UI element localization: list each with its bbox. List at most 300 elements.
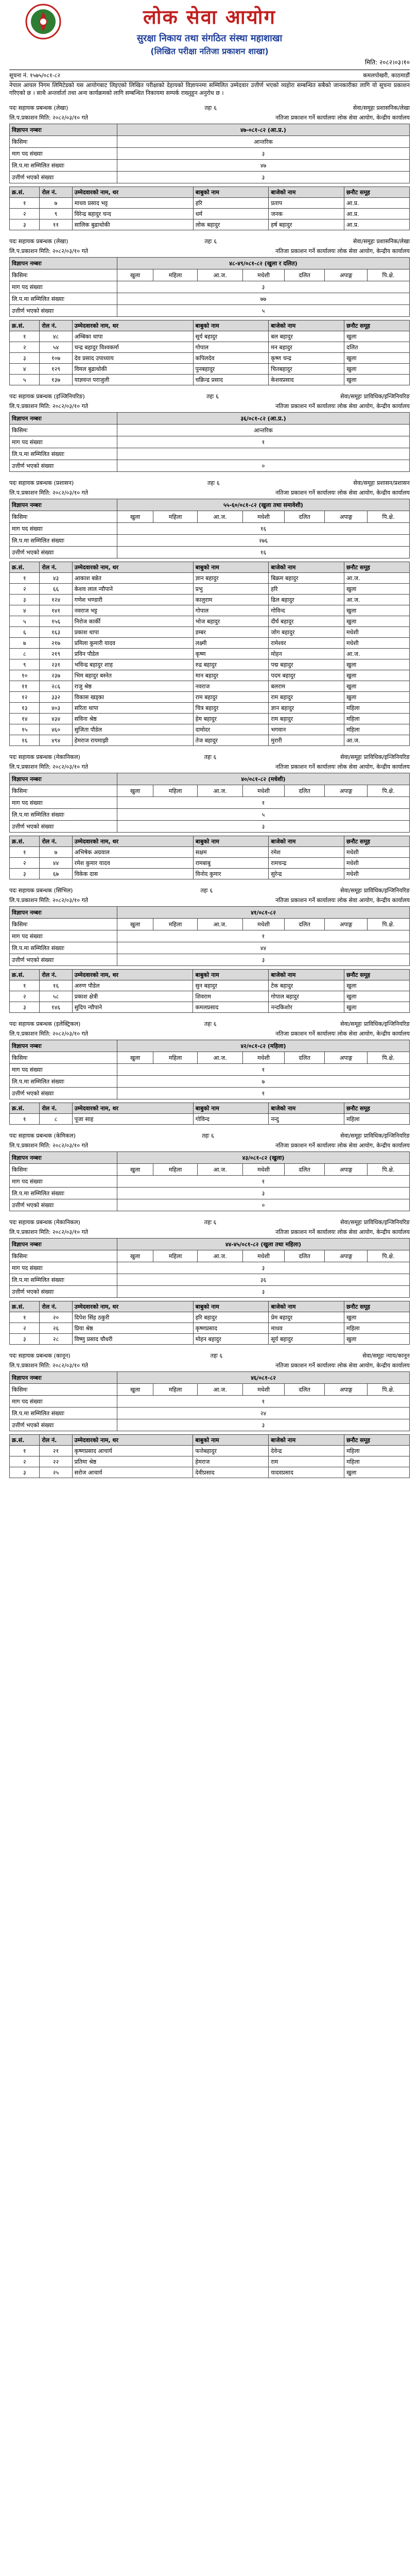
summary-row <box>10 547 410 558</box>
candidate-row <box>10 342 410 353</box>
column-header: बाजेको नाम <box>269 1301 344 1312</box>
post-service: सेवा/समूहः प्राविधिक/इन्जिनियरिङ <box>340 1021 410 1027</box>
candidate-cell: हर्ष बहादुर <box>269 219 344 230</box>
candidate-cell: २१७ <box>40 638 72 649</box>
summary-row <box>10 269 410 281</box>
candidate-cell: २३१ <box>40 659 72 670</box>
column-header: छनौट समूह <box>344 970 410 980</box>
appeared-value: ३६ <box>117 1274 410 1286</box>
appeared-value: ३ <box>117 1188 410 1199</box>
candidate-cell: २१९ <box>40 649 72 659</box>
candidate-row <box>10 1002 410 1013</box>
candidate-cell: २ <box>10 991 40 1002</box>
post-name: पदः सहायक प्रबन्धक (प्रशासन) <box>9 480 74 486</box>
quota-header: आ.ज. <box>198 919 243 930</box>
candidate-cell: ७ <box>40 847 72 858</box>
summary-row <box>10 523 410 535</box>
post-line <box>9 1020 410 1028</box>
quota-header: दलित <box>285 511 325 523</box>
candidate-cell: गोविन्द <box>193 1114 269 1125</box>
post-name: पदः सहायक प्रबन्धक (सिभिल) <box>9 887 73 894</box>
post-level: तहः ६ <box>206 393 219 400</box>
candidate-cell: भगवान <box>269 724 344 735</box>
summary-row <box>10 785 410 797</box>
candidate-cell: ९ <box>40 209 72 219</box>
result-section <box>9 753 410 879</box>
post-level: तहः ६ <box>204 238 217 245</box>
quota-header: महिला <box>153 1164 198 1176</box>
summary-row <box>10 258 410 269</box>
adv-value: ३६/०८१-८२ (आ.प्र.) <box>117 413 410 425</box>
candidate-cell: माधव <box>269 1323 344 1334</box>
candidate-cell: मधेशी <box>344 847 410 858</box>
candidate-cell: कमलप्रसाद <box>193 1002 269 1013</box>
publish-office: नतिजा प्रकाशन गर्ने कार्यालयः लोक सेवा आयोग, केन्द्रीय कार्यालय <box>275 489 410 496</box>
column-header: छनौट समूह <box>344 1435 410 1446</box>
column-header: क्र.सं. <box>10 1435 40 1446</box>
candidate-cell: प्रिया श्रेष्ठ <box>72 1323 193 1334</box>
summary-row <box>10 1064 410 1076</box>
adv-label: विज्ञापन नम्बरः <box>10 499 117 511</box>
adv-label: विज्ञापन नम्बरः <box>10 1239 117 1250</box>
publish-date: लि.प.प्रकाशन मिति: २०८२/०३/१० गते <box>9 897 89 904</box>
column-header: बाबुको नाम <box>193 562 269 573</box>
quota-header: आ.ज. <box>198 1384 243 1396</box>
candidate-cell: राम बहादुर <box>269 714 344 724</box>
candidate-row <box>10 670 410 681</box>
candidate-cell: पद्म बहादुर <box>269 659 344 670</box>
candidate-cell: अरुण पौडेल <box>72 980 193 991</box>
candidate-cell: ८ <box>40 1114 72 1125</box>
candidate-table <box>9 1434 410 1478</box>
candidate-cell: ९ <box>10 659 40 670</box>
column-header: रोल नं. <box>40 1103 72 1114</box>
adv-value: ४१/०८१-८२ <box>117 907 410 919</box>
candidate-row <box>10 638 410 649</box>
candidate-cell: भविन्द्र बहादुर शाह <box>72 659 193 670</box>
candidate-cell: दीर्घ बहादुर <box>269 616 344 627</box>
candidate-cell: सुजिता पौडेल <box>72 724 193 735</box>
candidate-row <box>10 714 410 724</box>
candidate-cell: देवीप्रसाद <box>193 1467 269 1478</box>
candidate-cell: रामेश्वर <box>269 638 344 649</box>
candidate-table <box>9 1103 410 1125</box>
candidate-row <box>10 858 410 869</box>
candidate-cell: निरोज कार्की <box>72 616 193 627</box>
publish-date: लि.प.प्रकाशन मिति: २०८२/०३/१० गते <box>9 1229 89 1235</box>
date-line <box>9 1142 410 1149</box>
candidate-cell: हरि <box>269 584 344 595</box>
post-line <box>9 1218 410 1226</box>
candidate-row <box>10 1114 410 1125</box>
candidate-cell: ४६० <box>40 724 72 735</box>
summary-row <box>10 1052 410 1064</box>
candidate-cell: १६३ <box>40 627 72 638</box>
type-label: किसिमः <box>10 919 117 930</box>
summary-row <box>10 172 410 183</box>
quota-header: पि.क्षे. <box>368 919 410 930</box>
seats-label: माग पद संख्याः <box>10 1396 117 1408</box>
meta-row <box>9 70 410 81</box>
summary-row <box>10 1239 410 1250</box>
post-name: पदः सहायक प्रबन्धक (इलेक्ट्रिकल) <box>9 1021 81 1027</box>
post-line <box>9 104 410 112</box>
candidate-table <box>9 187 410 230</box>
candidate-row <box>10 991 410 1002</box>
appeared-label: लि.प.मा सम्मिलित संख्याः <box>10 160 117 172</box>
candidate-cell: ११ <box>40 219 72 230</box>
post-service: सेवा/समूहः प्राविधिक/इन्जिनियरिङ <box>340 887 410 894</box>
candidate-row <box>10 364 410 375</box>
candidate-cell: बिक्रम बहादुर <box>269 573 344 584</box>
quota-header: मधेशी <box>242 1052 284 1064</box>
column-header: उम्मेदवारको नाम, थर <box>72 1435 193 1446</box>
quota-header: अपाङ्ग <box>325 1250 368 1262</box>
candidate-cell: खुला <box>344 659 409 670</box>
candidate-cell: केशव लाल न्यौपाने <box>72 584 193 595</box>
candidate-table <box>9 836 410 879</box>
column-header: बाजेको नाम <box>269 1435 344 1446</box>
summary-row <box>10 1076 410 1088</box>
candidate-cell: ४८ <box>40 331 72 342</box>
candidate-cell: चन्द्र बहादुर विश्वकर्मा <box>72 342 193 353</box>
appeared-value: ५ <box>117 809 410 821</box>
candidate-row <box>10 659 410 670</box>
type-label: किसिमः <box>10 1384 117 1396</box>
quota-header: महिला <box>153 785 198 797</box>
candidate-row <box>10 353 410 364</box>
seats-value: १ <box>117 797 410 809</box>
column-header: रोल नं. <box>40 836 72 847</box>
candidate-cell: १ <box>10 331 40 342</box>
quota-header: दलित <box>285 785 325 797</box>
summary-row <box>10 1286 410 1298</box>
column-header: छनौट समूह <box>344 320 410 331</box>
result-section <box>9 1218 410 1345</box>
candidate-row <box>10 1446 410 1456</box>
summary-row <box>10 1152 410 1164</box>
type-label: किसिमः <box>10 425 117 436</box>
candidate-cell: १ <box>10 1312 40 1323</box>
date-line: मिति: २०८२।०३।१० <box>364 59 410 66</box>
publish-office: नतिजा प्रकाशन गर्ने कार्यालयः लोक सेवा आयोग, केन्द्रीय कार्यालय <box>275 1142 410 1149</box>
publish-date: लि.प.प्रकाशन मिति: २०८२/०३/१० गते <box>9 1030 89 1037</box>
candidate-row <box>10 375 410 385</box>
header <box>9 0 410 77</box>
appeared-value: २७६ <box>117 535 410 547</box>
quota-header: महिला <box>153 269 198 281</box>
date-line <box>9 402 410 410</box>
candidate-header <box>10 836 410 847</box>
date-line <box>9 489 410 497</box>
adv-label: विज्ञापन नम्बरः <box>10 413 117 425</box>
candidate-cell: रमेश <box>269 847 344 858</box>
quota-header: अपाङ्ग <box>325 511 368 523</box>
candidate-cell: ३ <box>10 869 40 879</box>
passed-value: १ <box>117 1088 410 1099</box>
candidate-cell: केशवप्रसाद <box>269 375 344 385</box>
date-line <box>9 1030 410 1038</box>
candidate-cell: लक्ष्मी <box>193 638 269 649</box>
candidate-cell: महिला <box>344 1323 410 1334</box>
candidate-cell: २ <box>10 858 40 869</box>
column-header: छनौट समूह <box>344 1103 409 1114</box>
candidate-cell: १०७ <box>40 353 72 364</box>
quota-header: आ.ज. <box>198 1250 243 1262</box>
summary-row <box>10 436 410 448</box>
candidate-cell: दामोदर <box>193 724 269 735</box>
candidate-cell: १४६ <box>40 1002 72 1013</box>
post-name: पदः सहायक प्रबन्धक (लेखा) <box>9 238 68 245</box>
column-header: छनौट समूह <box>344 836 410 847</box>
quota-header: पि.क्षे. <box>368 269 410 281</box>
candidate-cell: २८ <box>40 1334 72 1345</box>
appeared-label: लि.प.मा सम्मिलित संख्याः <box>10 1188 117 1199</box>
candidate-header <box>10 320 410 331</box>
passed-label: उत्तीर्ण भएको संख्याः <box>10 1199 117 1211</box>
candidate-cell: भोज बहादुर <box>193 616 269 627</box>
candidate-table <box>9 562 410 746</box>
candidate-header <box>10 1435 410 1446</box>
candidate-cell: सुरेन्द्र <box>269 869 344 879</box>
candidate-header <box>10 187 410 198</box>
summary-row <box>10 773 410 785</box>
post-name: पदः सहायक प्रबन्धक (मेकानिकल) <box>9 1219 80 1226</box>
seats-value: १ <box>117 1396 410 1408</box>
quota-header: आ.ज. <box>198 511 243 523</box>
column-header: रोल नं. <box>40 970 72 980</box>
quota-header: मधेशी <box>242 511 284 523</box>
candidate-cell: हेमराज रायमाझी <box>72 735 193 746</box>
quota-header: अपाङ्ग <box>325 1384 368 1396</box>
type-label: किसिमः <box>10 785 117 797</box>
summary-row <box>10 460 410 472</box>
candidate-row <box>10 584 410 595</box>
seats-value: १ <box>117 930 410 942</box>
quota-header: खुला <box>117 1250 153 1262</box>
candidate-cell: ३ <box>10 1002 40 1013</box>
summary-row <box>10 448 410 460</box>
column-header: उम्मेदवारको नाम, थर <box>72 970 193 980</box>
column-header: बाजेको नाम <box>269 320 344 331</box>
candidate-cell: ८ <box>10 649 40 659</box>
candidate-cell: खुला <box>344 980 410 991</box>
candidate-cell: ३ <box>10 595 40 605</box>
quota-header: खुला <box>117 1052 153 1064</box>
publish-date: लि.प.प्रकाशन मिति: २०८२/०३/१० गते <box>9 248 89 255</box>
candidate-cell: खुला <box>344 1467 410 1478</box>
appeared-value: ७७ <box>117 293 410 305</box>
passed-label: उत्तीर्ण भएको संख्याः <box>10 954 117 966</box>
publish-date: लि.प.प्रकाशन मिति: २०८२/०३/१० गते <box>9 403 89 410</box>
passed-label: उत्तीर्ण भएको संख्याः <box>10 1286 117 1298</box>
appeared-label: लि.प.मा सम्मिलित संख्याः <box>10 535 117 547</box>
column-header: उम्मेदवारको नाम, थर <box>72 562 193 573</box>
candidate-row <box>10 681 410 692</box>
candidate-cell: भिम बहादुर बस्नेत <box>72 670 193 681</box>
candidate-cell: रुद्र बहादुर <box>193 659 269 670</box>
candidate-cell: राम <box>269 1456 344 1467</box>
candidate-cell: खुला <box>344 584 409 595</box>
candidate-cell: खुला <box>344 616 409 627</box>
column-header: उम्मेदवारको नाम, थर <box>72 320 193 331</box>
quota-header: मधेशी <box>242 785 284 797</box>
date-line <box>9 114 410 122</box>
candidate-cell: कपिलदेव <box>193 353 269 364</box>
candidate-cell: सुन बहादुर <box>193 980 269 991</box>
post-service: सेवा/समूहः प्रशासनिक/लेखा <box>353 105 410 111</box>
post-name: पदः सहायक प्रबन्धक (लेखा) <box>9 105 68 111</box>
column-header: क्र.सं. <box>10 970 40 980</box>
candidate-row <box>10 627 410 638</box>
candidate-cell: ५४ <box>40 342 72 353</box>
candidate-cell: ४९४ <box>40 735 72 746</box>
summary-table <box>9 499 410 558</box>
quota-header: मधेशी <box>242 1164 284 1176</box>
candidate-cell: अभिषेक अग्रवाल <box>72 847 193 858</box>
post-service: सेवा/समूहः प्राविधिक/इन्जिनियरिङ <box>340 1219 410 1226</box>
seats-value: १ <box>117 1064 410 1076</box>
date-line <box>9 1362 410 1369</box>
summary-row <box>10 1188 410 1199</box>
quota-header: आ.ज. <box>198 1052 243 1064</box>
passed-value: ३ <box>117 821 410 833</box>
seats-label: माग पद संख्याः <box>10 148 117 160</box>
result-section <box>9 887 410 1013</box>
candidate-cell: खुला <box>344 681 409 692</box>
candidate-cell: तेज बहादुर <box>193 735 269 746</box>
candidate-cell: ४ <box>10 364 40 375</box>
summary-row <box>10 1396 410 1408</box>
candidate-cell: सरोज आचार्य <box>72 1467 193 1478</box>
appeared-label: लि.प.मा सम्मिलित संख्याः <box>10 1076 117 1088</box>
column-header: रोल नं. <box>40 1301 72 1312</box>
post-level: तहः ६ <box>202 1132 214 1139</box>
candidate-cell: हेम बहादुर <box>193 714 269 724</box>
candidate-cell: १४१ <box>40 605 72 616</box>
candidate-cell: मधेशी <box>344 858 410 869</box>
candidate-cell: २ <box>10 1323 40 1334</box>
candidate-cell: १५६ <box>40 616 72 627</box>
type-label: किसिमः <box>10 1164 117 1176</box>
candidate-cell: २ <box>10 342 40 353</box>
candidate-cell: कृष्ण चन्द्र <box>269 353 344 364</box>
appeared-label: लि.प.मा सम्मिलित संख्याः <box>10 809 117 821</box>
summary-row <box>10 797 410 809</box>
candidate-cell: प्रतिमा श्रेष्ठ <box>72 1456 193 1467</box>
candidate-cell: १० <box>10 670 40 681</box>
candidate-row <box>10 869 410 879</box>
seats-label: माग पद संख्याः <box>10 436 117 448</box>
column-header: बाजेको नाम <box>269 970 344 980</box>
candidate-cell: राम बहादुर <box>269 692 344 703</box>
quota-header: मधेशी <box>242 1384 284 1396</box>
place: कमलपोखरी, काठमाडौं <box>363 72 410 79</box>
candidate-cell: गणेश भण्डारी <box>72 595 193 605</box>
seats-label: माग पद संख्याः <box>10 523 117 535</box>
seats-label: माग पद संख्याः <box>10 281 117 293</box>
date-line <box>9 896 410 904</box>
summary-table <box>9 1371 410 1431</box>
candidate-cell: खुला <box>344 375 410 385</box>
candidate-cell: राजु श्रेष्ठ <box>72 681 193 692</box>
candidate-cell: ३ <box>10 353 40 364</box>
quota-header: खुला <box>117 1164 153 1176</box>
candidate-header <box>10 970 410 980</box>
candidate-cell: ७ <box>40 198 72 209</box>
summary-row <box>10 136 410 148</box>
passed-label: उत्तीर्ण भएको संख्याः <box>10 821 117 833</box>
candidate-cell: आकाश बन्नेत <box>72 573 193 584</box>
adv-value: ४२/०८१-८२ (महिला) <box>117 1040 410 1052</box>
column-header: रोल नं. <box>40 320 72 331</box>
column-header: बाजेको नाम <box>269 187 344 198</box>
candidate-cell: खुला <box>344 1334 410 1345</box>
quota-header: पि.क्षे. <box>368 1052 410 1064</box>
candidate-cell: प्रताप <box>269 198 344 209</box>
seats-value: १६ <box>117 523 410 535</box>
candidate-cell: १ <box>10 1446 40 1456</box>
publish-office: नतिजा प्रकाशन गर्ने कार्यालयः लोक सेवा आयोग, केन्द्रीय कार्यालय <box>275 1362 410 1369</box>
candidate-cell: ३ <box>10 219 40 230</box>
candidate-cell: प्रभु <box>193 584 269 595</box>
quota-header: महिला <box>153 919 198 930</box>
candidate-cell: गोपाल <box>193 342 269 353</box>
seats-label: माग पद संख्याः <box>10 1262 117 1274</box>
candidate-cell: १२ <box>10 692 40 703</box>
candidate-cell: विनोद कुमार <box>193 869 269 879</box>
passed-label: उत्तीर्ण भएको संख्याः <box>10 547 117 558</box>
intro-text: नेपाल आयल निगम लिमिटेडको यस आयोगबाट लिइएको लिखित परीक्षाको देहायको विज्ञापनमा सम्मिलित उम्मेदवार उत्तीर्ण भएको व्यहोरा सम्बन्धित सबैको जानकारीका लागि यो सूचना प्रकाशन गरिएको छ । साथै अन्तर्वार्ता तथा अन्य कार्यक्रमको लागि सम्बन्धित निकायमा सम्पर्क राख्नुहुन अनुरोध छ । <box>9 82 410 96</box>
column-header: छनौट समूह <box>344 562 409 573</box>
adv-value: ४७-०८१-८२ (आ.प्र.) <box>117 124 410 136</box>
post-line <box>9 479 410 487</box>
candidate-row <box>10 209 410 219</box>
candidate-cell: विकेक दास <box>72 869 193 879</box>
adv-label: विज्ञापन नम्बरः <box>10 1372 117 1384</box>
column-header: रोल नं. <box>40 1435 72 1446</box>
quota-header: दलित <box>285 1250 325 1262</box>
type-label: किसिमः <box>10 1250 117 1262</box>
candidate-cell: आ.प्र. <box>344 209 409 219</box>
type-label: किसिमः <box>10 269 117 281</box>
seats-label: माग पद संख्याः <box>10 1176 117 1188</box>
summary-table <box>9 773 410 833</box>
candidate-cell: खुला <box>344 1002 410 1013</box>
type-label: किसिमः <box>10 136 117 148</box>
summary-row <box>10 942 410 954</box>
candidate-cell: चक्रिन्द्र प्रसाद <box>193 375 269 385</box>
quota-header: दलित <box>285 919 325 930</box>
quota-header: महिला <box>153 1384 198 1396</box>
post-level: तहः ६ <box>204 1021 217 1027</box>
post-line <box>9 1132 410 1140</box>
quota-header: दलित <box>285 1164 325 1176</box>
candidate-header <box>10 1103 410 1114</box>
column-header: छनौट समूह <box>344 187 409 198</box>
candidate-cell: सुदिप न्यौपाने <box>72 1002 193 1013</box>
candidate-cell: रामचन्द्र <box>269 858 344 869</box>
summary-table <box>9 1238 410 1298</box>
quota-header: मधेशी <box>242 1250 284 1262</box>
summary-row <box>10 499 410 511</box>
column-header: उम्मेदवारको नाम, थर <box>72 1103 193 1114</box>
column-header: बाजेको नाम <box>269 562 344 573</box>
adv-label: विज्ञापन नम्बरः <box>10 773 117 785</box>
candidate-cell: डम्बर <box>193 627 269 638</box>
column-header: क्र.सं. <box>10 187 40 198</box>
candidate-cell: मान बहादुर <box>193 670 269 681</box>
